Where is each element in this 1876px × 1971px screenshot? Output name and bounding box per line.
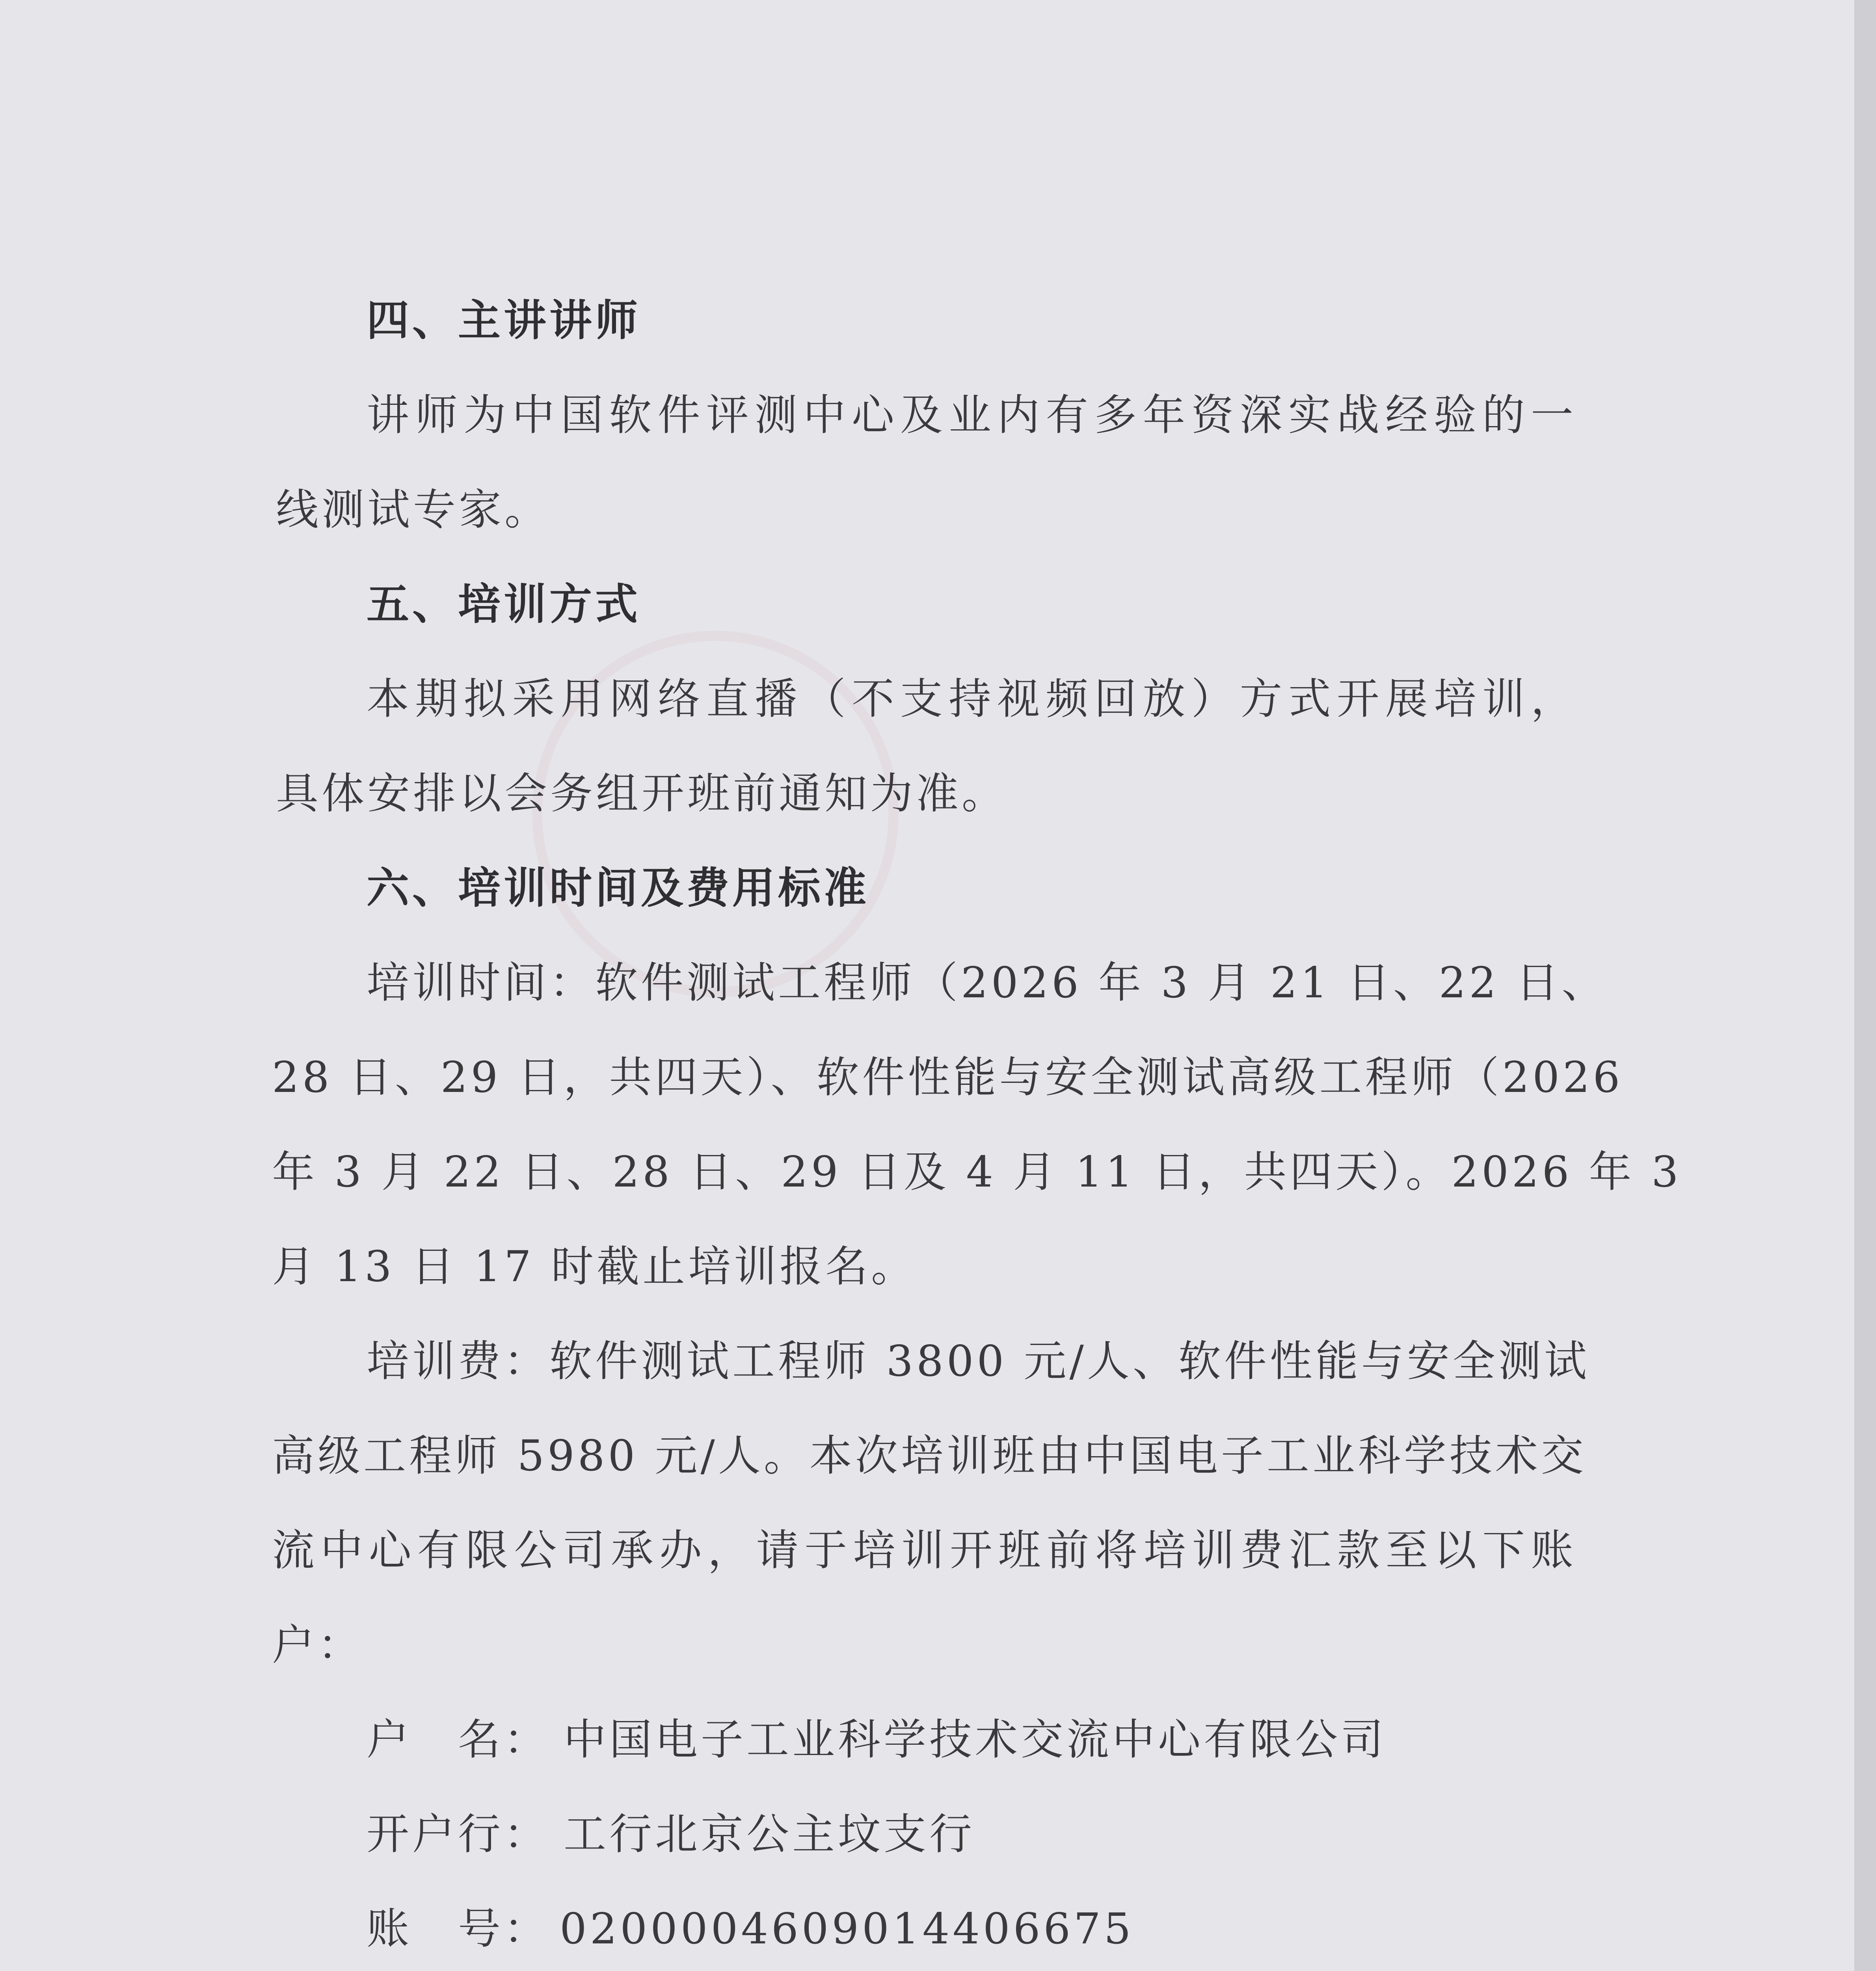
- paragraph-line: 月 13 日 17 时截止培训报名。: [272, 1242, 917, 1291]
- account-number-value: 0200004609014406675: [560, 1904, 1134, 1954]
- paragraph-line: 流中心有限公司承办，请于培训开班前将培训费汇款至以下账: [272, 1526, 1576, 1575]
- paragraph-line: 具体安排以会务组开班前通知为准。: [276, 769, 1008, 818]
- account-number-label: 账 号：: [367, 1904, 550, 1954]
- paragraph-line: 培训时间：软件测试工程师（2026 年 3 月 21 日、22 日、: [367, 958, 1608, 1008]
- paragraph-line: 本期拟采用网络直播（不支持视频回放）方式开展培训，: [367, 674, 1576, 724]
- section-heading-lecturer: 四、主讲讲师: [367, 296, 641, 345]
- paragraph-line: 户：: [272, 1621, 364, 1670]
- section-heading-training-method: 五、培训方式: [367, 580, 641, 629]
- paragraph-line: 线测试专家。: [276, 485, 551, 535]
- account-bank-label: 开户行：: [367, 1810, 550, 1859]
- account-name-label: 户 名：: [367, 1715, 550, 1764]
- paragraph-line: 28 日、29 日，共四天）、软件性能与安全测试高级工程师（2026: [272, 1053, 1623, 1102]
- paragraph-line: 讲师为中国软件评测中心及业内有多年资深实战经验的一: [367, 391, 1576, 440]
- paragraph-line: 年 3 月 22 日、28 日、29 日及 4 月 11 日，共四天）。2026 年 3: [272, 1148, 1682, 1197]
- paragraph-line: 高级工程师 5980 元/人。本次培训班由中国电子工业科学技术交: [272, 1431, 1587, 1481]
- account-bank-value: 工行北京公主坟支行: [564, 1810, 975, 1859]
- account-name-value: 中国电子工业科学技术交流中心有限公司: [564, 1715, 1387, 1764]
- section-heading-time-and-fees: 六、培训时间及费用标准: [367, 864, 870, 913]
- paragraph-line: 培训费：软件测试工程师 3800 元/人、软件性能与安全测试: [367, 1337, 1590, 1386]
